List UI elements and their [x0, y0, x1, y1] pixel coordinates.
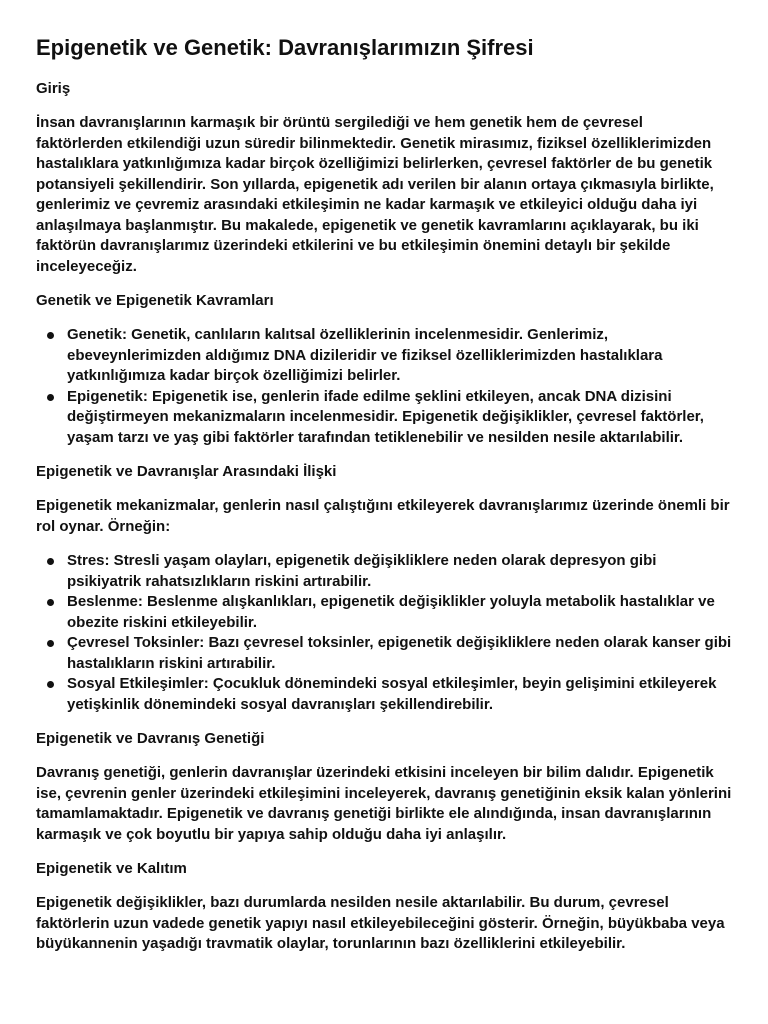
heredity-paragraph: Epigenetik değişiklikler, bazı durumlarda nesilden nesile aktarılabilir. Bu durum, çevresel faktörlerin uzun vadede genetik yapıyı nasıl etkileyebileceğini gösterir. Örneğin, büyükbaba veya büyükannenin yaşadığı travmatik olaylar, torunlarının bazı özelliklerini etkileyebilir.: [36, 894, 725, 952]
bullet-icon: [47, 394, 54, 401]
section-heading-behavior: Epigenetik ve Davranışlar Arasındaki İlişki: [36, 463, 337, 480]
list-item-text: Çevresel Toksinler: Bazı çevresel toksinler, epigenetik değişikliklere neden olarak kanser gibi hastalıkların riskini artırabilir.: [67, 634, 732, 672]
behavior-genetics-paragraph: Davranış genetiği, genlerin davranışlar üzerindeki etkisini inceleyen bir bilim dalıdır. Epigenetik ise, çevrenin genler üzerindeki etkileşimini inceleyerek, davranış genetiğinin eksik kalan yönlerini tamamlamaktadır. Epigenetik ve davranış genetiği birlikte ele alındığında, insan davranışlarının karmaşık ve çok boyutlu bir yapıya sahip olduğu daha iyi anlaşılır.: [36, 764, 732, 843]
list-item: [36, 325, 732, 387]
behavior-list: [36, 551, 732, 715]
list-item-text: Sosyal Etkileşimler: Çocukluk dönemindeki sosyal etkileşimler, beyin gelişimini etkileyerek yetişkinlik dönemindeki sosyal davranışları şekillendirebilir.: [67, 675, 717, 713]
list-item: [36, 592, 732, 633]
intro-paragraph: İnsan davranışlarının karmaşık bir örüntü sergilediği ve hem genetik hem de çevresel faktörlerden etkilendiği uzun süredir bilinmektedir. Genetik mirasımız, fiziksel özelliklerimizden hastalıklara yatkınlığımıza kadar birçok özelliğimizi belirlerken, çevresel faktörler de bu genetik potansiyeli şekillendirir. Son yıllarda, epigenetik adı verilen bir alanın ortaya çıkmasıyla birlikte, genlerimiz ve çevremiz arasındaki etkileşimin ne kadar karmaşık ve etkileyici olduğu daha iyi anlaşılmaya başlanmıştır. Bu makalede, epigenetik ve genetik kavramlarını açıklayarak, bu iki faktörün davranışlarımız üzerindeki etkilerini ve bu etkileşimin önemini detaylı bir şekilde inceleyeceğiz.: [36, 114, 714, 275]
bullet-icon: [47, 681, 54, 688]
list-item-text: Stres: Stresli yaşam olayları, epigenetik değişikliklere neden olarak depresyon gibi psikiyatrik rahatsızlıkların riskini artırabilir.: [67, 552, 657, 590]
list-item: [36, 387, 732, 449]
bullet-icon: [47, 558, 54, 565]
page-title: Epigenetik ve Genetik: Davranışlarımızın Şifresi: [36, 35, 534, 60]
bullet-icon: [47, 640, 54, 647]
list-item: [36, 674, 732, 715]
section-heading-behavior-genetics: Epigenetik ve Davranış Genetiği: [36, 730, 265, 747]
behavior-paragraph: Epigenetik mekanizmalar, genlerin nasıl çalıştığını etkileyerek davranışlarımız üzerinde önemli bir rol oynar. Örneğin:: [36, 497, 730, 535]
bullet-icon: [47, 599, 54, 606]
section-heading-intro: Giriş: [36, 80, 71, 97]
list-item-text: Genetik: Genetik, canlıların kalıtsal özelliklerinin incelenmesidir. Genlerimiz, ebeveynlerimizden aldığımız DNA dizileridir ve fiziksel özelliklerimizden hastalıklara yatkınlığımıza kadar birçok özelliğimizi belirler.: [67, 326, 663, 384]
list-item: [36, 551, 732, 592]
bullet-icon: [47, 332, 54, 339]
list-item: [36, 633, 732, 674]
list-item-text: Epigenetik: Epigenetik ise, genlerin ifade edilme şeklini etkileyen, ancak DNA dizisini değiştirmeyen mekanizmaların incelenmesidir. Epigenetik değişiklikler, çevresel faktörler, yaşam tarzı ve yaş gibi faktörler tarafından tetiklenebilir ve nesilden nesile aktarılabilir.: [67, 387, 704, 446]
concepts-list: [36, 325, 732, 448]
section-heading-concepts: Genetik ve Epigenetik Kavramları: [36, 292, 274, 309]
list-item-text: Beslenme: Beslenme alışkanlıkları, epigenetik değişiklikler yoluyla metabolik hastalıklar ve obezite riskini etkileyebilir.: [67, 593, 715, 631]
section-heading-heredity: Epigenetik ve Kalıtım: [36, 860, 187, 877]
